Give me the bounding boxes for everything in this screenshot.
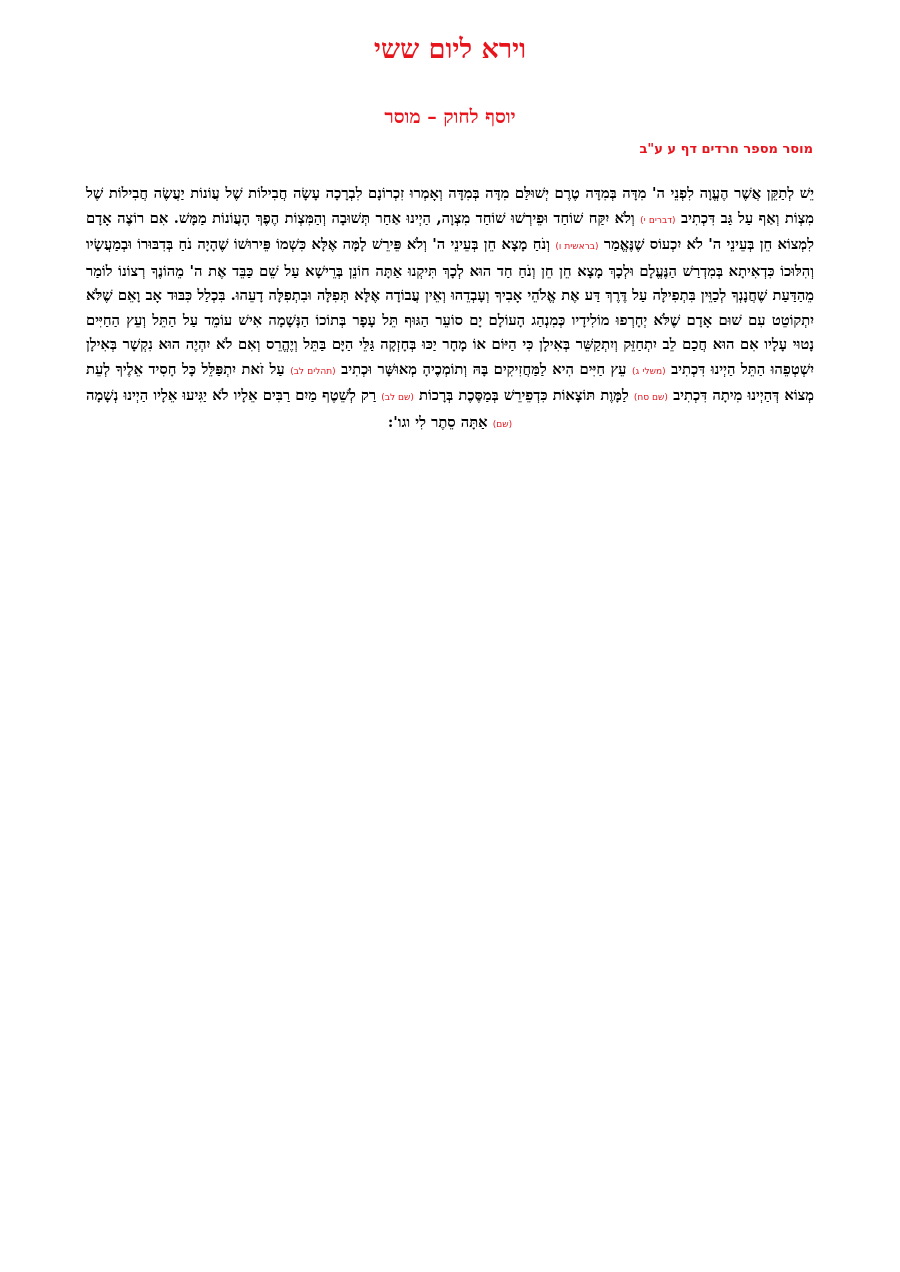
citation-reference: (שם) — [492, 419, 513, 430]
citation-reference: (שם לב) — [381, 393, 414, 403]
citation-reference: (דברים י) — [640, 215, 676, 226]
citation-reference: (בראשית ו) — [555, 242, 599, 252]
source-reference: מוסר מספר חרדים דף ע ע"ב — [639, 142, 813, 157]
body-paragraph — [86, 182, 814, 437]
text-segment: וְלֹא יִקַּח שׁוֹחַד וּפֵירְשׁוּ שׁוֹחַד מִצְוָה, הַיְינוּ אַחַר תְּשׁוּבָה וְהַמִּצְוֹת הֶפֶךְ הָעֲוֹנוֹת מַמָּשׁ. אִם רוֹצֶה אָדָם לִמְצוֹא חֵן בְּעֵינֵי ה' לֹא יִכְעוֹס שֶׁנֶּאֱמַר — [86, 209, 814, 253]
text-segment: יֵשׁ לְתַקֵּן אֲשֶׁר הֶעֱוָה לִפְנֵי ה' מִדָּה בְּמִדָּה טֶרֶם יְשׁוּלַּם מִדָּה בְּמִדָּה וְאָמְרוּ זִכְרוֹנָם לִבְרָכָה עָשָׂה חֲבִילוֹת שֶׁל עֲוֹנוֹת יַעֲשֶׂה חֲבִילוֹת שֶׁל מִצְוֹת וְאַף עַל גַּב דִּכְתִיב — [86, 185, 814, 227]
text-segment: עֵץ חַיִּים הִיא לַמַּחֲזִיקִים בָּהּ וְתוֹמְכֶיהָ מְאוּשָּׁר וּכְתִיב — [341, 360, 627, 378]
page-title: וירא ליום ששי — [373, 34, 527, 65]
text-segment: לַמָּוֶת תּוֹצָאוֹת כִּדְפֵירֵשׁ בְּמַסֶּכֶת בְּרָכוֹת — [419, 387, 629, 404]
text-segment: אַתָּה סֵתֶר לִי וגו': — [387, 413, 488, 431]
citation-reference: (שם סח) — [633, 393, 668, 403]
citation-reference: (משלי ג) — [632, 366, 666, 377]
text-segment: עַל זֹאת יִתְפַּלֵּל כָּל חָסִיד אֵלֶיךָ לְעֵת מְצוֹא דְּהַיְינוּ מִיתָה דִּכְתִיב — [86, 360, 814, 404]
text-segment: וְנֹחַ מָצָא חֵן בְּעֵינֵי ה' וְלֹא פֵּירֵשׁ לָמָּה אֶלָּא כִּשְׁמוֹ פֵּירוּשׁוֹ שֶׁהָיָה נֹחַ בְּדִבּוּרוֹ וּבְמַעֲשָׂיו וְהִלּוּכוֹ כִּדְאִיתָא בְּמִדְרַשׁ הַנֶּעֱלָם וּלְכָךְ מָצָא חֵן חֵן וְנֹחַ חַד הוּא לְכָךְ תִּיקְנוּ אַתָּה חוֹנֵן בְּרֵישָׁא עַל שֵׁם כַּבֵּד אֶת ה' מֵהוֹנֶךָ רְצוֹנוֹ לוֹמַר מֵהַדַּעַת שֶׁחֲנָנְךָ לְכַוֵּין בִּתְפִילָּה עַל דֶּרֶךְ דַּע אֶת אֱלֹהֵי אָבִיךָ וְעָבְדֵהוּ וְאֵין עֲבוֹדָה אֶלָּא תְּפִלָּה וּבִתְפִלָּה דָעֵהוּ. בִּכְלַל כִּבּוּד אָב וָאֵם שֶׁלֹּא יִתְקוֹטֵט עִם שׁוּם אָדָם שֶׁלֹּא יְחָרְפוּ מוֹלִידָיו כְּמִנְהַג הָעוֹלָם יָם סוֹעֵר הַגּוּף תֵּל עָפָר בְּתוֹכוֹ הַנְּשָׁמָה אִישׁ עוֹמֵד עַל הַתֵּל וְעֵץ הַחַיִּים נָטוּי עָלָיו אִם הוּא חֲכַם לֵב יִתְחַזֵּק וְיִתְקַשֵּׁר בְּאִילָן כִּי הַיּוֹם אוֹ מָחָר יַכּוּ בְּחָזְקָה גַּלֵּי הַיָּם בַּתֵּל וְיֶהֱרֵס וְאִם לֹא יִהְיֶה הוּא נִקְשָׁר בְּאִילָן יִשְׁטְפֵהוּ הַתֵּל הַיְינוּ דִּכְתִיב — [86, 236, 814, 378]
text-segment: רַק לְשֵׁטֶף מַיִם רַבִּים אֵלָיו לֹא יַגִּיעוּ אֵלָיו הַיְינוּ נְשָׁמָה — [86, 387, 377, 404]
citation-reference: (תהלים לב) — [290, 366, 336, 377]
section-subtitle: יוסף לחוק – מוסר — [384, 106, 516, 128]
